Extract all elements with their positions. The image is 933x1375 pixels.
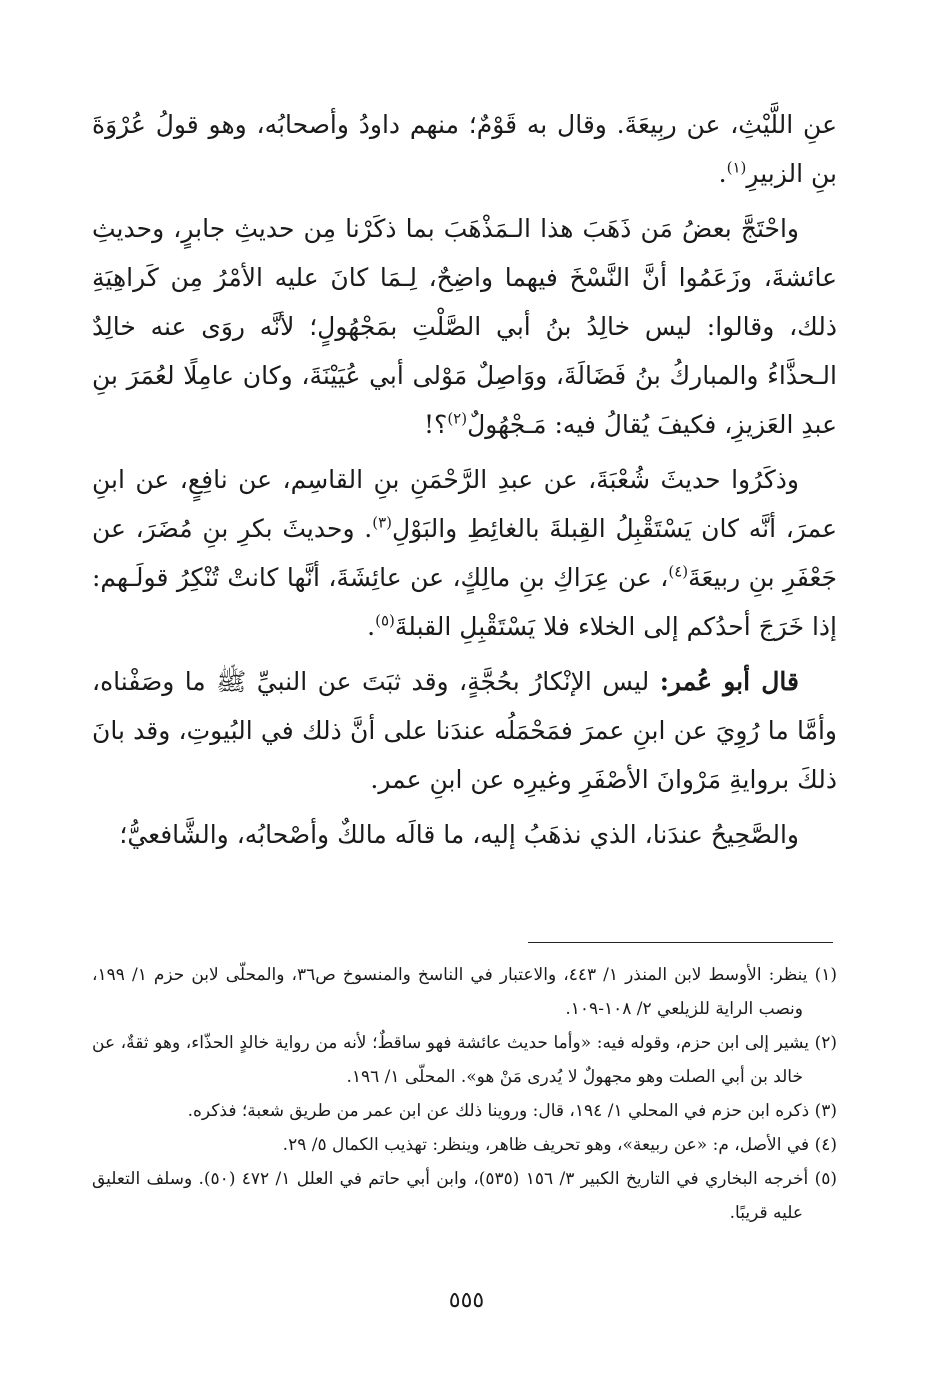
- paragraph-2-text: واحْتَجَّ بعضُ مَن ذَهَبَ هذا الـمَذْهَبَ بما ذكَرْنا مِن حديثِ جابرٍ، وحديثِ عائشةَ، وزَعَمُوا أنَّ النَّسْخَ فيهما واضِحٌ، لِـمَا كانَ عليه الأمْرُ مِن كَراهِيَةِ ذلك، وقالوا: ليس خالِدُ بنُ أبي الصَّلْتِ بمَجْهُولٍ؛ لأنَّه روَى عنه خالِدٌ الـحذَّاءُ والمباركُ بنُ فَضَالَةَ، ووَاصِلٌ مَوْلى أبي عُيَيْنَةَ، وكان عامِلًا لعُمَرَ بنِ عبدِ العَزيزِ، فكيفَ يُقالُ فيه: مَـجْهُولٌ: [92, 214, 837, 439]
- footnote-2: (٢) يشير إلى ابن حزم، وقوله فيه: «وأما حديث عائشة فهو ساقطٌ؛ لأنه من رواية خالدٍ الحذّاء، وهو ثقةٌ، عن خالد بن أبي الصلت وهو مجهولٌ لا يُدرى مَنْ هو». المحلّى ١/ ١٩٦.: [92, 1033, 837, 1087]
- paragraph-1-end: .: [718, 159, 727, 188]
- paragraph-1-text: عنِ اللَّيْثِ، عن ربِيعَةَ. وقال به قَوْمٌ؛ منهم داودُ وأصحابُه، وهو قولُ عُرْوَةَ بنِ الزبيرِ: [92, 110, 837, 188]
- paragraph-3-end: .: [367, 612, 376, 641]
- footnote-ref-1[interactable]: (١): [726, 158, 747, 177]
- paragraph-2-end: ؟!: [423, 410, 448, 439]
- footnote-5: (٥) أخرجه البخاري في التاريخ الكبير ٣/ ١٥٦ (٥٣٥)، وابن أبي حاتم في العلل ١/ ٤٧٢ (٥٠). وسلف التعليق عليه قريبًا.: [92, 1169, 837, 1223]
- footnote-divider: [528, 942, 833, 943]
- footnote-1: (١) ينظر: الأوسط لابن المنذر ١/ ٤٤٣، والاعتبار في الناسخ والمنسوخ ص٣٦، والمحلّى لابن حزم ١/ ١٩٩، ونصب الراية للزيلعي ٢/ ١٠٨-١٠٩.: [92, 965, 837, 1019]
- paragraph-4-text: ليس الإنْكارُ بحُجَّةٍ، وقد ثبَتَ عن النبيِّ ﷺ ما وصَفْناه، وأمَّا ما رُوِيَ عن ابنِ عمرَ فمَحْمَلُه عندَنا على أنَّ ذلك في البُيوتِ، وقد بانَ ذلكَ بروايةِ مَرْوانَ الأصْفَرِ وغيرِه عن ابنِ عمر.: [92, 667, 837, 794]
- paragraph-5-text: والصَّحِيحُ عندَنا، الذي نذهَبُ إليه، ما قالَه مالكٌ وأصْحابُه، والشَّافعيُّ؛: [119, 820, 799, 849]
- speaker-label: قال أبو عُمر:: [659, 667, 799, 696]
- main-text: [92, 100, 837, 865]
- footnote-ref-4[interactable]: (٤): [668, 562, 689, 581]
- paragraph-1: [92, 100, 837, 198]
- footnote-ref-5[interactable]: (٥): [375, 611, 395, 630]
- paragraph-3: [92, 455, 837, 651]
- footnotes: [92, 958, 837, 1230]
- paragraph-3-text-3: ، عن عِرَاكِ بنِ مالِكٍ، عن عائِشَةَ، أنَّها كانتْ تُنْكِرُ قولَـهم: إذا خَرَجَ أحدُكم إلى الخلاء فلا يَسْتَقْبِلِ القبلةَ: [92, 563, 837, 641]
- paragraph-5: [92, 810, 837, 859]
- page-number: ٥٥٥: [448, 1288, 485, 1313]
- paragraph-4: [92, 657, 837, 804]
- paragraph-2: [92, 204, 837, 449]
- footnote-4: (٤) في الأصل، م: «عن ربيعة»، وهو تحريف ظاهر، وينظر: تهذيب الكمال ٥/ ٢٩.: [282, 1135, 837, 1155]
- paragraph-3-text-2: . وحديثَ بكرِ بنِ مُضَرَ، عن جَعْفَرِ بنِ ربيعَةَ: [92, 514, 837, 592]
- footnote-ref-3[interactable]: (٣): [372, 513, 392, 532]
- footnote-ref-2[interactable]: (٢): [447, 409, 468, 428]
- footnote-3: (٣) ذكره ابن حزم في المحلي ١/ ١٩٤، قال: وروينا ذلك عن ابن عمر من طريق شعبة؛ فذكره.: [187, 1101, 837, 1121]
- paragraph-3-text-1: وذكَرُوا حديثَ شُعْبَةَ، عن عبدِ الرَّحْمَنِ بنِ القاسِم، عن نافِعٍ، عن ابنِ عمرَ، أنَّه كان يَسْتَقْبِلُ القِبلةَ بالغائِطِ والبَوْلِ: [92, 465, 838, 543]
